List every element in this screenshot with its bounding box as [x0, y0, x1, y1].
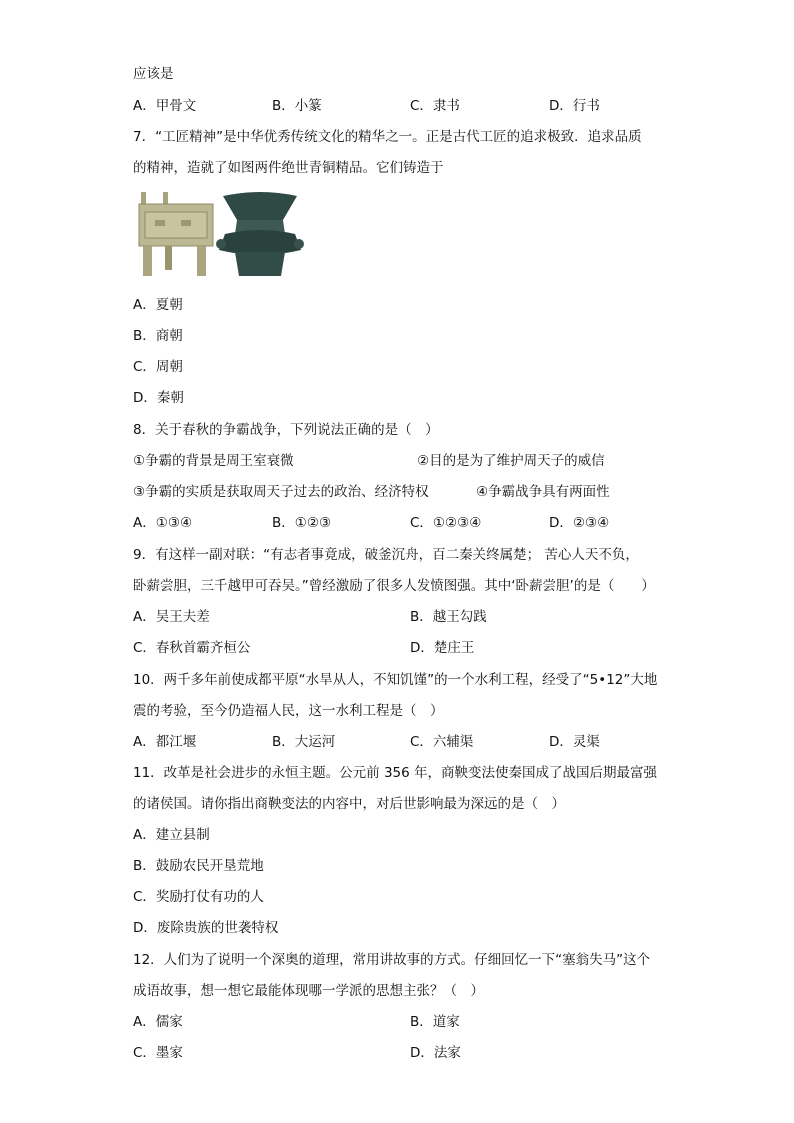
q7-option-d[interactable]: D．秦朝 [133, 390, 184, 406]
q12-stem-line2: 成语故事，想一想它最能体现哪一学派的思想主张？（ ） [133, 983, 484, 999]
q9-option-d[interactable]: D．楚庄王 [410, 640, 475, 656]
q10-stem-line1: 10．两千多年前使成都平原“水旱从人，不知饥馑”的一个水利工程，经受了“5•12”大地 [133, 672, 658, 688]
q6-option-b[interactable]: B．小篆 [272, 98, 322, 114]
q10-option-d[interactable]: D．灵渠 [549, 734, 600, 750]
q11-option-a[interactable]: A．建立县制 [133, 827, 210, 843]
q6-option-d[interactable]: D．行书 [549, 98, 600, 114]
q8-statement-4: ④争霸战争具有两面性 [476, 484, 610, 500]
q12-stem-line1: 12．人们为了说明一个深奥的道理，常用讲故事的方式。仔细回忆一下“塞翁失马”这个 [133, 952, 651, 968]
q7-option-c[interactable]: C．周朝 [133, 359, 183, 375]
q8-statement-3: ③争霸的实质是获取周天子过去的政治、经济特权 [133, 484, 429, 500]
q7-option-b[interactable]: B．商朝 [133, 328, 183, 344]
q8-stem: 8．关于春秋的争霸战争，下列说法正确的是（ ） [133, 422, 439, 438]
q9-stem-line1: 9．有这样一副对联：“有志者事竟成，破釜沉舟，百二秦关终属楚； 苦心人天不负， [133, 547, 639, 563]
q8-option-c[interactable]: C．①②③④ [410, 515, 482, 531]
q11-stem-line1: 11．改革是社会进步的永恒主题。公元前 356 年，商鞅变法使秦国成了战国后期最富强 [133, 765, 658, 781]
q10-stem-line2: 震的考验，至今仍造福人民，这一水利工程是（ ） [133, 703, 444, 719]
q9-stem-line2: 卧薪尝胆，三千越甲可吞吴。”曾经激励了很多人发愤图强。其中‘卧薪尝胆’的是（ ） [133, 578, 655, 594]
q12-option-a[interactable]: A．儒家 [133, 1014, 183, 1030]
q8-statement-1: ①争霸的背景是周王室衰微 [133, 453, 294, 469]
q8-option-d[interactable]: D．②③④ [549, 515, 610, 531]
q9-option-c[interactable]: C．春秋首霸齐桓公 [133, 640, 251, 656]
q9-option-b[interactable]: B．越王勾践 [410, 609, 487, 625]
q12-option-d[interactable]: D．法家 [410, 1045, 461, 1061]
q12-option-c[interactable]: C．墨家 [133, 1045, 183, 1061]
q11-option-c[interactable]: C．奖励打仗有功的人 [133, 889, 264, 905]
q6-option-c[interactable]: C．隶书 [410, 98, 460, 114]
q10-option-c[interactable]: C．六辅渠 [410, 734, 474, 750]
q10-option-b[interactable]: B．大运河 [272, 734, 336, 750]
q7-option-a[interactable]: A．夏朝 [133, 297, 183, 313]
q7-figure [135, 190, 307, 282]
q10-option-a[interactable]: A．都江堰 [133, 734, 197, 750]
bronze-vessels-image [135, 190, 307, 282]
bronze-ding-vessel [139, 192, 213, 276]
q7-stem-line2: 的精神，造就了如图两件绝世青铜精品。它们铸造于 [133, 160, 444, 176]
q7-stem-line1: 7．“工匠精神”是中华优秀传统文化的精华之一。正是古代工匠的追求极致．追求品质 [133, 129, 642, 145]
q11-option-d[interactable]: D．废除贵族的世袭特权 [133, 920, 279, 936]
q12-option-b[interactable]: B．道家 [410, 1014, 460, 1030]
q11-option-b[interactable]: B．鼓励农民开垦荒地 [133, 858, 264, 874]
intro-tail: 应该是 [133, 66, 174, 82]
q9-option-a[interactable]: A．吴王夫差 [133, 609, 210, 625]
bronze-zun-vessel [216, 192, 304, 276]
q8-statement-2: ②目的是为了维护周天子的威信 [417, 453, 605, 469]
q11-stem-line2: 的诸侯国。请你指出商鞅变法的内容中，对后世影响最为深远的是（ ） [133, 796, 565, 812]
q8-option-a[interactable]: A．①③④ [133, 515, 193, 531]
q8-option-b[interactable]: B．①②③ [272, 515, 332, 531]
q6-option-a[interactable]: A．甲骨文 [133, 98, 197, 114]
